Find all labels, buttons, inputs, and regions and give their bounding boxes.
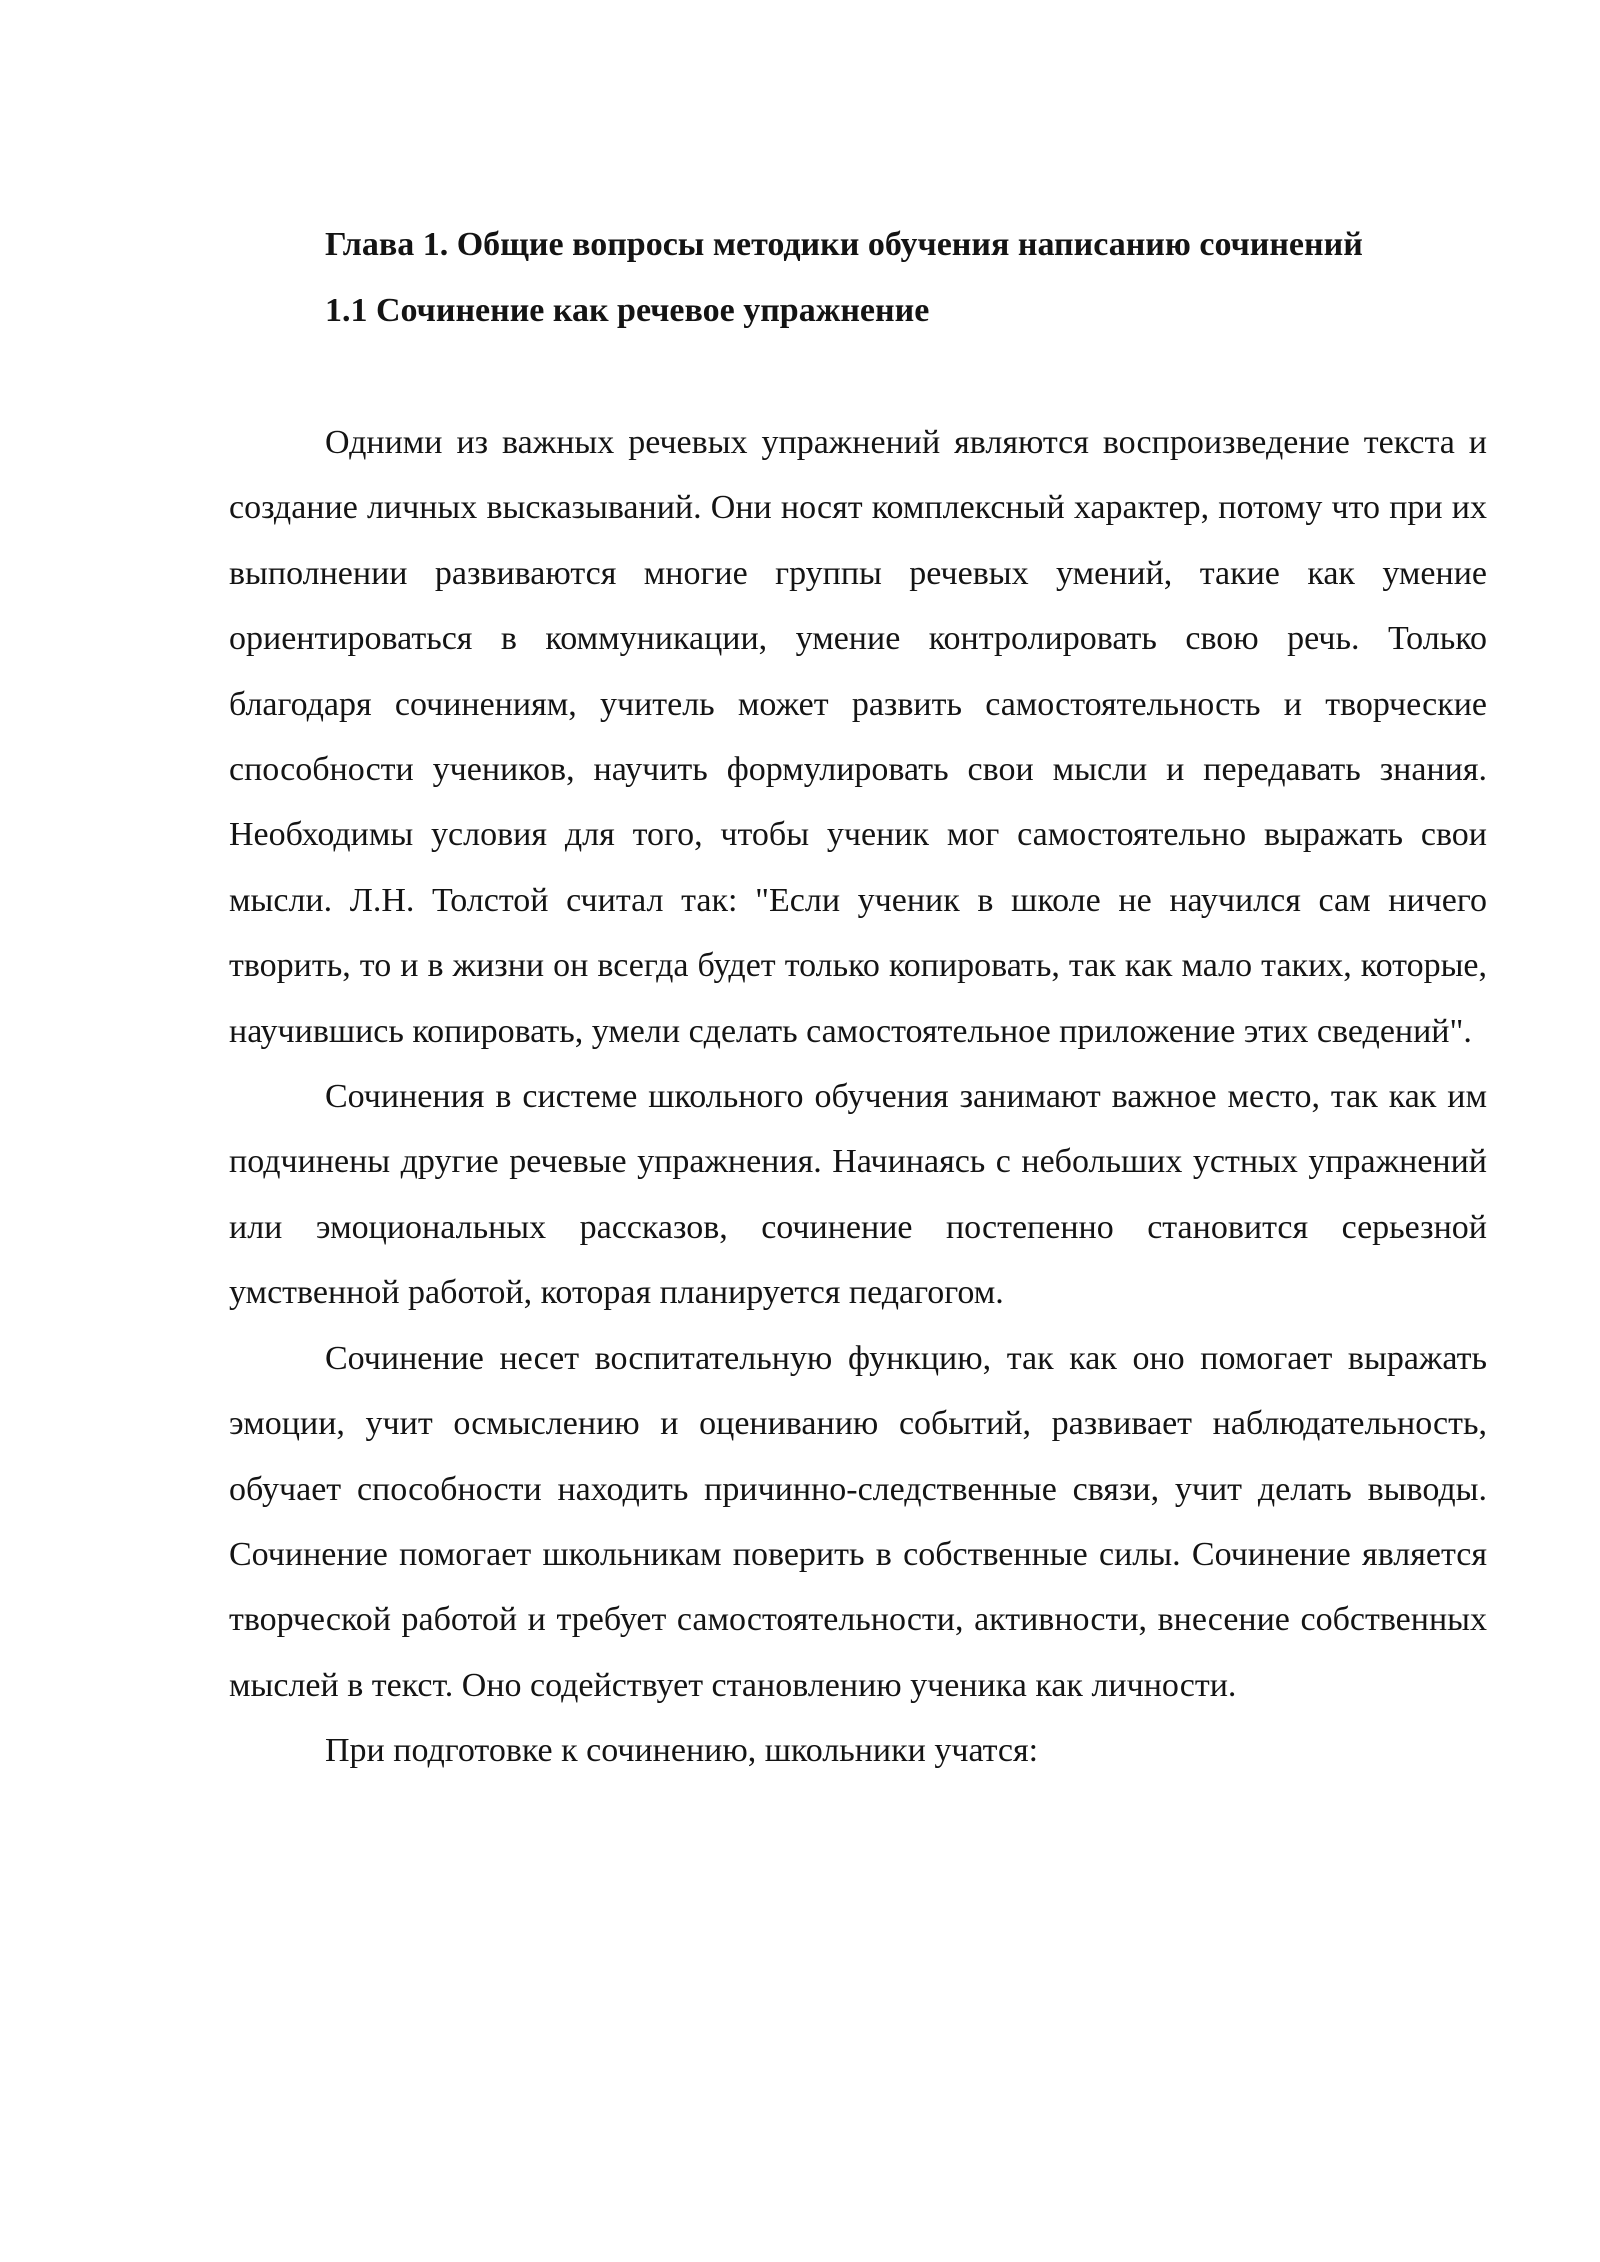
body-paragraph: Сочинения в системе школьного обучения занимают важное место, так как им подчинены другие речевые упражнения. Начинаясь с небольших устных упражнений или эмоциональных рассказов, сочинение постепенно становится серьезной умственной работой, которая планируется педагогом. bbox=[229, 1078, 1487, 1312]
section-heading: 1.1 Сочинение как речевое упражнение bbox=[325, 292, 930, 329]
body-paragraph: Одними из важных речевых упражнений являются воспроизведение текста и создание личных высказываний. Они носят комплексный характер, потому что при их выполнении развиваются многие группы речевых умений, такие как умение ориентироваться в коммуникации, умение контролировать свою речь. Только благодаря сочинениям, учитель может развить самостоятельность и творческие способности учеников, научить формулировать свои мысли и передавать знания. Необходимы условия для того, чтобы ученик мог самостоятельно выражать свои мысли. Л.Н. Толстой считал так: "Если ученик в школе не научился сам ничего творить, то и в жизни он всегда будет только копировать, так как мало таких, которые, научившись копировать, умели сделать самостоятельное приложение этих сведений". bbox=[229, 424, 1487, 1050]
body-paragraph: Сочинение несет воспитательную функцию, так как оно помогает выражать эмоции, учит осмыслению и оцениванию событий, развивает наблюдательность, обучает способности находить причинно-следственные связи, учит делать выводы. Сочинение помогает школьникам поверить в собственные силы. Сочинение является творческой работой и требует самостоятельности, активности, внесение собственных мыслей в текст. Оно содействует становлению ученика как личности. bbox=[229, 1339, 1487, 1704]
page-content bbox=[229, 212, 1487, 1784]
body-paragraph: При подготовке к сочинению, школьники учатся: bbox=[325, 1732, 1039, 1770]
chapter-heading: Глава 1. Общие вопросы методики обучения написанию сочинений bbox=[325, 226, 1363, 263]
heading-spacer bbox=[229, 344, 1487, 410]
